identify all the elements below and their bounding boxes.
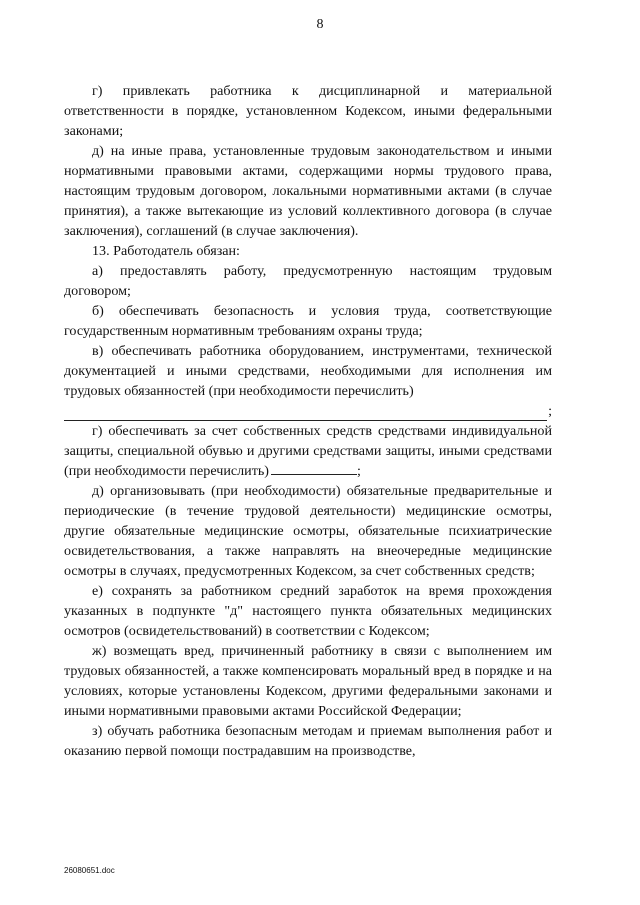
paragraph-d: д) на иные права, установленные трудовым законодательством и иными нормативными правовыми актами, содержащими нормы трудового права, настоящим трудовым договором, локальными нормативными актами (в случае принятия), а также вытекающие из условий коллективного договора (в случае заключения), соглашений (в случае заключения). [64, 143, 552, 239]
paragraph-g: г) привлекать работника к дисциплинарной и материальной ответственности в порядке, установленном Кодексом, иными федеральными законами; [64, 83, 552, 139]
paragraph-13-v: в) обеспечивать работника оборудованием, инструментами, технической документацией и иными средствами, необходимыми для исполнения им трудовых обязанностей (при необходимости перечислить) [64, 343, 552, 399]
fill-in-line-13-v [64, 401, 552, 421]
page-number: 8 [316, 17, 324, 32]
paragraph-13-a: а) предоставлять работу, предусмотренную настоящим трудовым договором; [64, 263, 552, 299]
document-body [64, 81, 552, 761]
paragraph-13-g-text: г) обеспечивать за счет собственных средств средствами индивидуальной защиты, специальной обувью и другими средствами защиты, иными средствами (при необходимости перечислить) [64, 423, 552, 479]
section-13-heading: 13. Работодатель обязан: [92, 243, 240, 259]
paragraph-13-g [64, 421, 552, 481]
paragraph-13-d: д) организовывать (при необходимости) обязательные предварительные и периодические (в течение трудовой деятельности) медицинские осмотры, другие обязательные медицинские осмотры, обязательные психиатрические освидетельствования, а также направлять на внеочередные медицинские осмотры в случаях, предусмотренных Кодексом, за счет собственных средств; [64, 483, 552, 579]
paragraph-13-z: з) обучать работника безопасным методам и приемам выполнения работ и оказанию первой помощи пострадавшим на производстве, [64, 723, 552, 759]
paragraph-13-e: е) сохранять за работником средний заработок на время прохождения указанных в подпункте "д" настоящего пункта обязательных медицинских осмотров (освидетельствований) в соответствии с Кодексом; [64, 583, 552, 639]
blank-underline [271, 461, 357, 475]
fill-line-terminator: ; [356, 463, 361, 479]
fill-line-terminator: ; [548, 403, 552, 419]
paragraph-13-b: б) обеспечивать безопасность и условия труда, соответствующие государственным нормативным требованиям охраны труда; [64, 303, 552, 339]
paragraph-13-zh: ж) возмещать вред, причиненный работнику в связи с выполнением им трудовых обязанностей, а также компенсировать моральный вред в порядке и на условиях, которые установлены Кодексом, другими федеральными законами и иными нормативными правовыми актами Российской Федерации; [64, 643, 552, 719]
footer-filename: 26080651.doc [64, 866, 115, 875]
blank-underline [64, 405, 547, 421]
